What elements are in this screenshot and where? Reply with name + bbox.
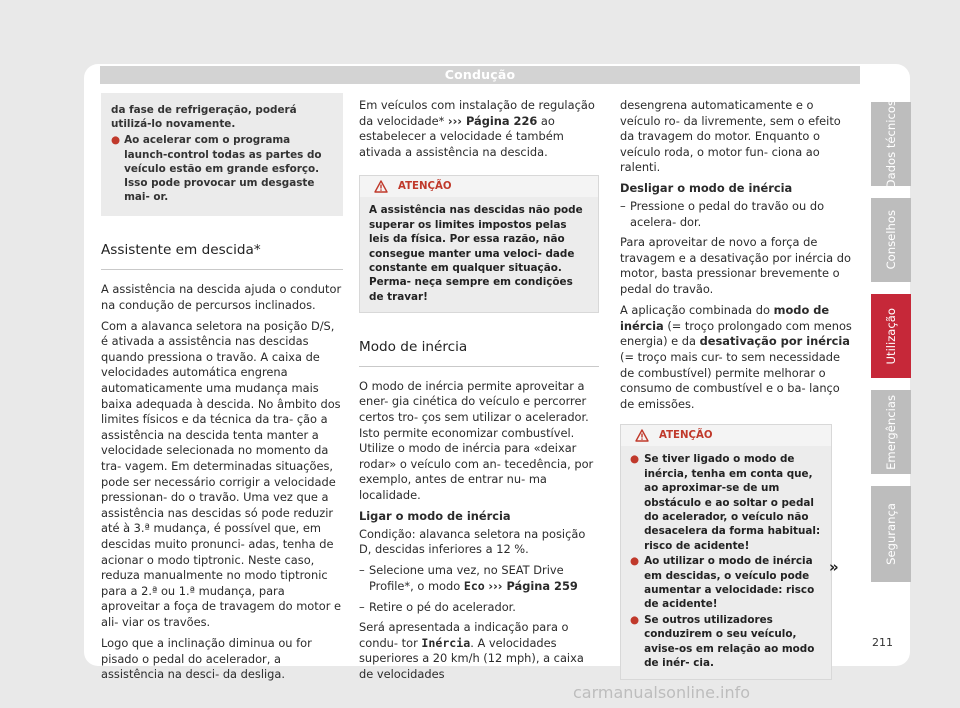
subheading: Ligar o modo de inércia [359, 509, 511, 524]
continue-icon: » [829, 558, 839, 576]
paragraph: A assistência na descida ajuda o condutor na condução de percursos inclinados. [101, 282, 342, 312]
tab-label: Segurança [884, 503, 898, 565]
paragraph: Logo que a inclinação diminua ou for pisado o pedal do acelerador, a assistência na desci- da desliga. [101, 636, 312, 682]
warning-bullet [630, 613, 823, 671]
warning-box [359, 175, 599, 313]
warning-box [620, 424, 832, 680]
page-reference-link[interactable]: ››› Página 259 [488, 578, 578, 593]
step-text [369, 563, 599, 594]
step-item [620, 199, 856, 230]
page-number: 211 [872, 636, 893, 649]
paragraph: Para aproveitar de novo a força de travagem e a desativação por inércia do motor, basta pressionar brevemente o pedal do travão. [620, 235, 851, 297]
warning-label: ATENÇÃO [398, 181, 452, 193]
note-bullet-text: Ao acelerar com o programa launch-control todas as partes do veículo estão em grande esforço. Isso pode provocar um desgaste mai- or. [124, 134, 322, 204]
column-1 [101, 93, 343, 688]
paragraph [359, 620, 599, 682]
section-title-inertia-mode: Modo de inércia [359, 340, 599, 367]
warning-header [360, 176, 598, 197]
text-fragment: modo de inércia [620, 303, 830, 333]
text-fragment: . A velocidades superiores a 20 km/h (12 mph), a caixa de velocidades [359, 635, 584, 681]
note-text: da fase de refrigeração, poderá utilizá-lo novamente. [111, 104, 297, 131]
chapter-header: Condução [100, 66, 860, 84]
dash-icon: – [359, 599, 365, 614]
warning-bullet [630, 452, 823, 553]
watermark: carmanualsonline.info [573, 683, 751, 702]
text-fragment: Será apresentada a indicação para o condu- tor [359, 620, 569, 650]
step-item [359, 563, 599, 594]
section-title-descent-assist: Assistente em descida* [101, 243, 343, 270]
tab-label: Utilização [884, 307, 898, 365]
warning-bullet-text: Se tiver ligado o modo de inércia, tenha em conta que, ao aproximar-se de um obstáculo e ao soltar o pedal do acelerador, o veículo não desacelera da forma habitual: risco de acidente! [644, 453, 821, 552]
text-fragment: (= troço prolongado com menos energia) e da [620, 318, 852, 349]
warning-triangle-icon [374, 180, 388, 193]
warning-bullet-text: Ao utilizar o modo de inércia em descidas, o veículo pode aumentar a velocidade: risco de acidente! [644, 555, 815, 611]
tab-conselhos[interactable] [871, 198, 911, 282]
text-fragment: Em veículos com instalação de regulação da velocidade* [359, 98, 595, 128]
step-item [359, 600, 599, 616]
text-fragment: (= troço mais cur- to sem necessidade de combustível) permite melhorar o consumo de combustível e o ba- lanço de emissões. [620, 349, 840, 411]
page-reference-link[interactable]: ››› Página 226 [447, 113, 538, 128]
paragraph [359, 98, 599, 160]
display-code: Eco [463, 578, 485, 593]
paragraph: O modo de inércia permite aproveitar a ener- gia cinética do veículo e percorrer certos tro- ços sem utilizar o acelerador. Isto permite economizar combustível. Utilize o modo de inércia para «deixar rodar» o veículo com an- tecedência, por exemplo, antes de entrar nu- ma localidade. [359, 378, 594, 502]
step-text: Retire o pé do acelerador. [369, 599, 516, 614]
tab-dados-tecnicos[interactable] [871, 99, 911, 189]
paragraph: desengrena automaticamente e o veículo ro- da livremente, sem o efeito da travagem do motor. Enquanto o veículo roda, o motor fun- ciona ao ralenti. [620, 98, 841, 175]
subheading: Desligar o modo de inércia [620, 181, 793, 196]
bullet-icon: ● [630, 453, 640, 466]
text-fragment: ao estabelecer a velocidade é também ativada a assistência na descida. [359, 113, 564, 159]
tab-label: Conselhos [884, 210, 898, 270]
warning-header [621, 425, 831, 446]
paragraph [620, 303, 856, 412]
bullet-icon: ● [111, 134, 121, 147]
warning-bullet-text: Se outros utilizadores conduzirem o seu veículo, avise-os em relação ao modo de inér- cia. [644, 613, 815, 669]
column-2 [359, 98, 599, 688]
text-fragment: Selecione uma vez, no SEAT Drive Profile*, o modo [369, 563, 564, 593]
step-text: Pressione o pedal do travão ou do acelera- dor. [630, 199, 825, 229]
warning-label: ATENÇÃO [659, 430, 713, 442]
warning-bullet [630, 554, 823, 612]
tab-utilizacao[interactable] [871, 294, 911, 378]
warning-body [621, 446, 831, 679]
tab-seguranca[interactable] [871, 486, 911, 582]
column-3 [620, 98, 856, 680]
text-fragment: A aplicação combinada do [620, 303, 770, 318]
bullet-icon: ● [630, 555, 640, 568]
paragraph: Com a alavanca seletora na posição D/S, é ativada a assistência nas descidas quando pressiona o travão. A caixa de velocidades automática engrena automaticamente uma mudança mais baixa adequada à descida. No âmbito dos limites físicos e da técnica da tra- ção a assistência na descida tenta manter a velocidade selecionada no momento da tra- vagem. Em determinadas situações, pode ser necessário corrigir a velocidade pressionan- do o travão. Uma vez que a assistência nas descidas só pode reduzir até à 3.ª mudança, é possível que, em descidas muito pronunci- adas, tenha de acionar o modo tiptronic. Neste caso, reduza manualmente no modo tiptronic para a 2.ª ou 1.ª mudança, para aproveitar a foça de travagem do motor e ali- viar os travões. [101, 318, 342, 629]
note-bullet [111, 133, 335, 204]
tab-label: Emergências [884, 394, 898, 470]
dash-icon: – [359, 563, 365, 578]
tab-label: Dados técnicos [884, 99, 898, 189]
display-code: Inércia [421, 635, 471, 650]
note-box [101, 93, 343, 216]
text-fragment: desativação por inércia [699, 334, 850, 349]
dash-icon: – [620, 199, 626, 214]
tab-emergencias[interactable] [871, 390, 911, 474]
paragraph: Condição: alavanca seletora na posição D, descidas inferiores a 12 %. [359, 526, 586, 557]
warning-body: A assistência nas descidas não pode superar os limites impostos pelas leis da física. Por essa razão, não consegue manter uma veloci- dade constante em qualquer situação. Perma- neça sempre em condições de travar! [360, 197, 598, 312]
bullet-icon: ● [630, 613, 640, 626]
warning-triangle-icon [635, 429, 649, 442]
